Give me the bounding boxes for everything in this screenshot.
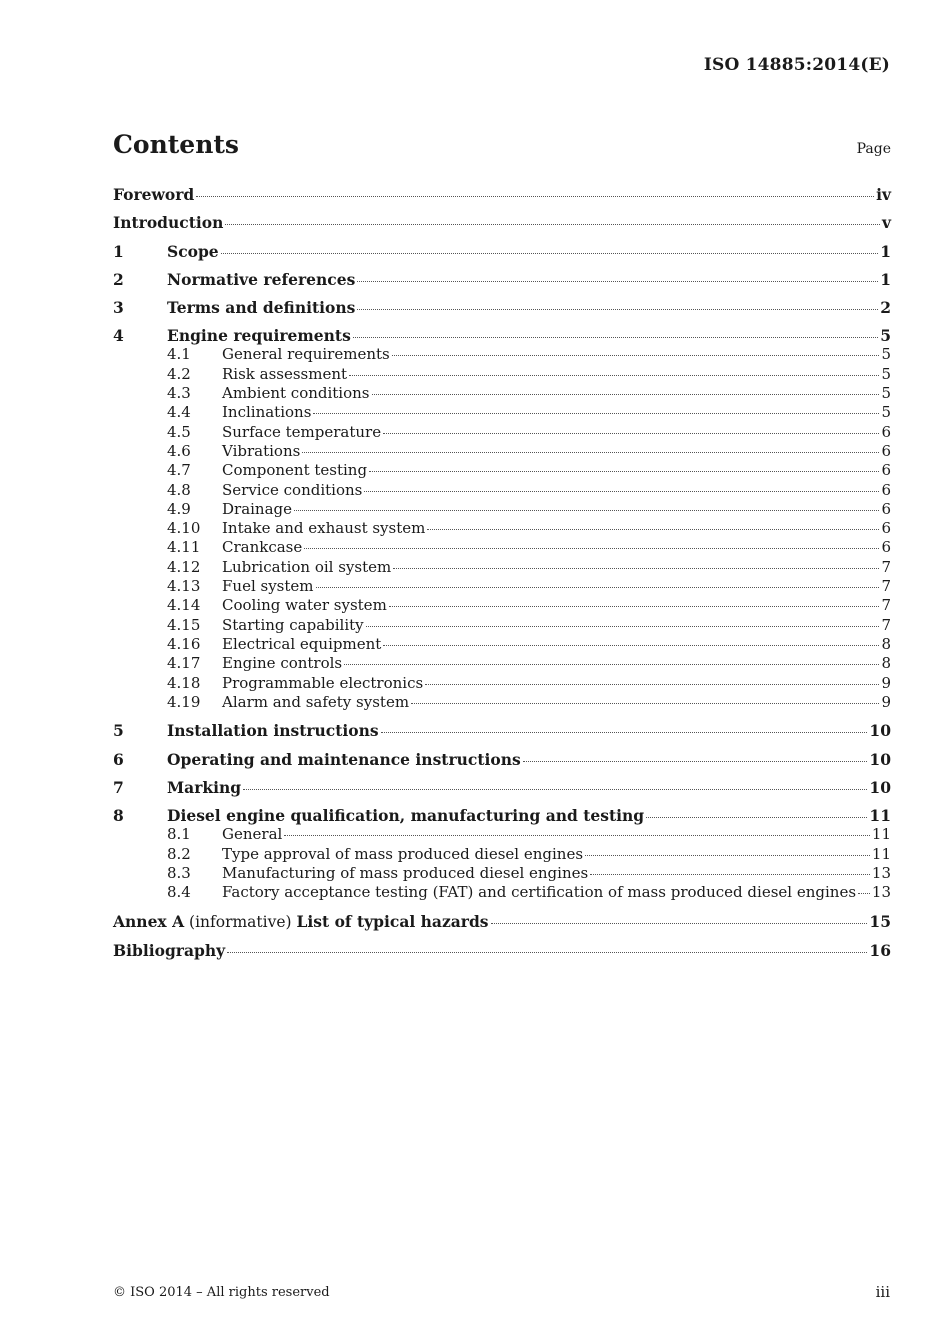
toc-page-number: 11	[871, 844, 891, 863]
toc-entry[interactable]	[113, 242, 891, 261]
toc-page-number: 6	[881, 538, 891, 557]
toc-entry-number: 4.7	[167, 461, 191, 480]
toc-entry-title: General requirements	[222, 345, 390, 364]
dot-leader	[353, 337, 878, 338]
dot-leader	[372, 394, 880, 395]
toc-entry-number: 4.2	[167, 364, 191, 383]
toc-entry-title: Risk assessment	[222, 364, 348, 383]
toc-entry-number: 4.10	[167, 519, 201, 538]
toc-entry-title: Component testing	[222, 461, 368, 480]
toc-page-number: 9	[881, 673, 891, 692]
toc-subentry[interactable]	[113, 403, 891, 422]
toc-subentry[interactable]	[113, 442, 891, 461]
toc-page-number: 16	[869, 941, 891, 961]
table-of-contents	[113, 185, 891, 960]
toc-subentry[interactable]	[113, 635, 891, 654]
toc-page-number: 10	[869, 749, 891, 769]
dot-leader	[302, 452, 879, 453]
toc-page-number: 13	[871, 883, 891, 902]
document-id: ISO 14885:2014(E)	[703, 55, 890, 75]
toc-page-number: iv	[876, 185, 891, 204]
toc-entry[interactable]	[113, 326, 891, 345]
toc-page-number: 6	[881, 499, 891, 518]
annex-label: Annex A	[113, 911, 185, 931]
toc-entry-title: Normative references	[167, 269, 356, 289]
toc-page-number: 2	[880, 298, 891, 318]
toc-entry[interactable]	[113, 750, 891, 769]
toc-subentry[interactable]	[113, 616, 891, 635]
toc-entry-number: 6	[113, 749, 124, 769]
toc-page-number: 6	[881, 480, 891, 499]
toc-entry-title: Inclinations	[222, 403, 312, 422]
toc-entry[interactable]	[113, 185, 891, 204]
toc-entry-number: 4.1	[167, 345, 191, 364]
toc-subentry[interactable]	[113, 519, 891, 538]
toc-entry-number: 1	[113, 241, 124, 261]
dot-leader	[590, 874, 870, 875]
toc-entry-title: Lubrication oil system	[222, 557, 392, 576]
dot-leader	[227, 952, 867, 953]
toc-entry-title: Introduction	[113, 213, 224, 233]
dot-leader	[425, 684, 879, 685]
dot-leader	[646, 817, 867, 818]
dot-leader	[364, 491, 879, 492]
toc-page-number: 5	[881, 345, 891, 364]
toc-entry-number: 4.18	[167, 673, 201, 692]
toc-page-number: 5	[881, 364, 891, 383]
dot-leader	[585, 855, 870, 856]
toc-subentry[interactable]	[113, 577, 891, 596]
toc-subentry[interactable]	[113, 693, 891, 712]
toc-entry-title: Cooling water system	[222, 596, 387, 615]
toc-entry-number: 8.1	[167, 825, 191, 844]
toc-entry-number: 4.9	[167, 499, 191, 518]
toc-subentry[interactable]	[113, 883, 891, 902]
dot-leader	[858, 893, 870, 894]
copyright-notice: © ISO 2014 – All rights reserved	[113, 1285, 330, 1300]
toc-subentry[interactable]	[113, 558, 891, 577]
toc-entry-title: Fuel system	[222, 577, 314, 596]
dot-leader	[344, 664, 879, 665]
toc-page-number: 6	[881, 519, 891, 538]
toc-subentry[interactable]	[113, 384, 891, 403]
toc-entry-title: Bibliography	[113, 941, 226, 961]
dot-leader	[369, 471, 879, 472]
toc-entry-number: 4.14	[167, 596, 201, 615]
dot-leader	[284, 835, 870, 836]
toc-subentry[interactable]	[113, 538, 891, 557]
toc-entry-title: Electrical equipment	[222, 634, 382, 653]
dot-leader	[349, 375, 879, 376]
toc-page-number: 7	[881, 577, 891, 596]
dot-leader	[357, 281, 878, 282]
toc-entry[interactable]	[113, 806, 891, 825]
annex-qualifier: (informative)	[184, 912, 297, 931]
dot-leader	[523, 761, 868, 762]
toc-entry-number: 4.4	[167, 403, 191, 422]
toc-entry-number: 2	[113, 269, 124, 289]
dot-leader	[221, 253, 879, 254]
toc-subentry[interactable]	[113, 825, 891, 844]
dot-leader	[427, 529, 879, 530]
toc-subentry[interactable]	[113, 654, 891, 673]
toc-entry-title: Installation instructions	[167, 721, 379, 741]
annex-title: List of typical hazards	[296, 911, 489, 931]
toc-entry[interactable]	[113, 778, 891, 797]
toc-page-number: 1	[880, 241, 891, 261]
toc-entry-title: Starting capability	[222, 615, 364, 634]
toc-entry-title: Manufacturing of mass produced diesel engines	[222, 863, 589, 882]
dot-leader	[316, 587, 880, 588]
toc-page-number: 9	[881, 692, 891, 711]
toc-subentry[interactable]	[113, 481, 891, 500]
toc-page-number: 15	[869, 911, 891, 931]
toc-entry-title: Programmable electronics	[222, 673, 424, 692]
page-title: Contents	[113, 130, 240, 159]
toc-subentry[interactable]	[113, 864, 891, 883]
toc-entry-number: 8	[113, 806, 124, 826]
toc-header	[113, 130, 891, 159]
toc-page-number: 11	[871, 825, 891, 844]
toc-page-number: 6	[881, 441, 891, 460]
toc-entry-number: 4.13	[167, 577, 201, 596]
toc-page-number: 5	[880, 326, 891, 346]
toc-entry[interactable]	[113, 941, 891, 960]
toc-page-number: 5	[881, 403, 891, 422]
dot-leader	[392, 355, 880, 356]
dot-leader	[411, 703, 879, 704]
toc-subentry[interactable]	[113, 500, 891, 519]
dot-leader	[196, 196, 874, 197]
toc-entry-title: Ambient conditions	[222, 384, 370, 403]
toc-page-number: 6	[881, 422, 891, 441]
toc-entry-number: 4.12	[167, 557, 201, 576]
toc-entry-number: 4.6	[167, 441, 191, 460]
toc-entry-title: Engine controls	[222, 654, 343, 673]
toc-entry[interactable]	[113, 912, 891, 932]
toc-entry-number: 4.19	[167, 692, 201, 711]
toc-subentry[interactable]	[113, 423, 891, 442]
toc-entry-title: Intake and exhaust system	[222, 519, 426, 538]
toc-entry-number: 8.2	[167, 844, 191, 863]
toc-page-number: v	[881, 213, 891, 233]
toc-entry-number: 4.8	[167, 480, 191, 499]
toc-entry-number: 5	[113, 721, 124, 741]
toc-entry-title: General	[222, 825, 283, 844]
toc-entry-title: Type approval of mass produced diesel engines	[222, 844, 584, 863]
toc-subentry[interactable]	[113, 461, 891, 480]
toc-entry-title	[113, 912, 489, 932]
toc-page-number: 10	[869, 778, 891, 798]
dot-leader	[366, 626, 880, 627]
dot-leader	[313, 413, 879, 414]
toc-entry-number: 4.5	[167, 422, 191, 441]
toc-entry-number: 8.4	[167, 883, 191, 902]
toc-entry-number: 4.3	[167, 384, 191, 403]
toc-entry-title: Drainage	[222, 499, 293, 518]
toc-subentry[interactable]	[113, 674, 891, 693]
toc-page-number: 7	[881, 557, 891, 576]
toc-entry-title: Surface temperature	[222, 422, 382, 441]
dot-leader	[294, 510, 879, 511]
toc-entry-title: Engine requirements	[167, 326, 351, 346]
dot-leader	[383, 645, 879, 646]
toc-entry-title: Factory acceptance testing (FAT) and certification of mass produced diesel engines	[222, 883, 857, 902]
page-column-label: Page	[856, 141, 891, 157]
toc-entry-title: Foreword	[113, 185, 195, 204]
toc-page-number: 1	[880, 269, 891, 289]
page-number: iii	[875, 1283, 890, 1301]
toc-entry[interactable]	[113, 270, 891, 289]
toc-page-number: 8	[881, 634, 891, 653]
toc-entry-number: 7	[113, 778, 124, 798]
toc-entry-title: Scope	[167, 241, 219, 261]
toc-page-number: 10	[869, 721, 891, 741]
dot-leader	[383, 433, 879, 434]
toc-entry-title: Crankcase	[222, 538, 303, 557]
dot-leader	[393, 568, 879, 569]
toc-entry-number: 4.15	[167, 615, 201, 634]
toc-entry-title: Diesel engine qualification, manufacturing and testing	[167, 806, 645, 826]
toc-entry-number: 4	[113, 326, 124, 346]
toc-entry-title: Alarm and safety system	[222, 692, 410, 711]
toc-subentry[interactable]	[113, 845, 891, 864]
toc-page-number: 8	[881, 654, 891, 673]
toc-entry[interactable]	[113, 721, 891, 740]
toc-page-number: 6	[881, 461, 891, 480]
toc-entry-title: Vibrations	[222, 441, 301, 460]
toc-subentry[interactable]	[113, 345, 891, 364]
toc-entry[interactable]	[113, 298, 891, 317]
toc-entry-number: 3	[113, 298, 124, 318]
toc-entry[interactable]	[113, 213, 891, 232]
toc-page-number: 7	[881, 615, 891, 634]
toc-entry-number: 4.11	[167, 538, 201, 557]
dot-leader	[243, 789, 867, 790]
dot-leader	[491, 923, 868, 924]
toc-page-number: 11	[869, 806, 891, 826]
toc-page-number: 5	[881, 384, 891, 403]
toc-subentry[interactable]	[113, 596, 891, 615]
toc-entry-title: Terms and definitions	[167, 298, 356, 318]
toc-page-number: 13	[871, 863, 891, 882]
toc-entry-number: 8.3	[167, 863, 191, 882]
toc-entry-title: Operating and maintenance instructions	[167, 749, 521, 769]
dot-leader	[225, 224, 880, 225]
toc-subentry[interactable]	[113, 365, 891, 384]
dot-leader	[389, 606, 880, 607]
toc-entry-number: 4.16	[167, 634, 201, 653]
dot-leader	[381, 732, 868, 733]
toc-entry-number: 4.17	[167, 654, 201, 673]
toc-entry-title: Marking	[167, 778, 242, 798]
dot-leader	[304, 548, 879, 549]
toc-page-number: 7	[881, 596, 891, 615]
toc-entry-title: Service conditions	[222, 480, 363, 499]
dot-leader	[357, 309, 878, 310]
